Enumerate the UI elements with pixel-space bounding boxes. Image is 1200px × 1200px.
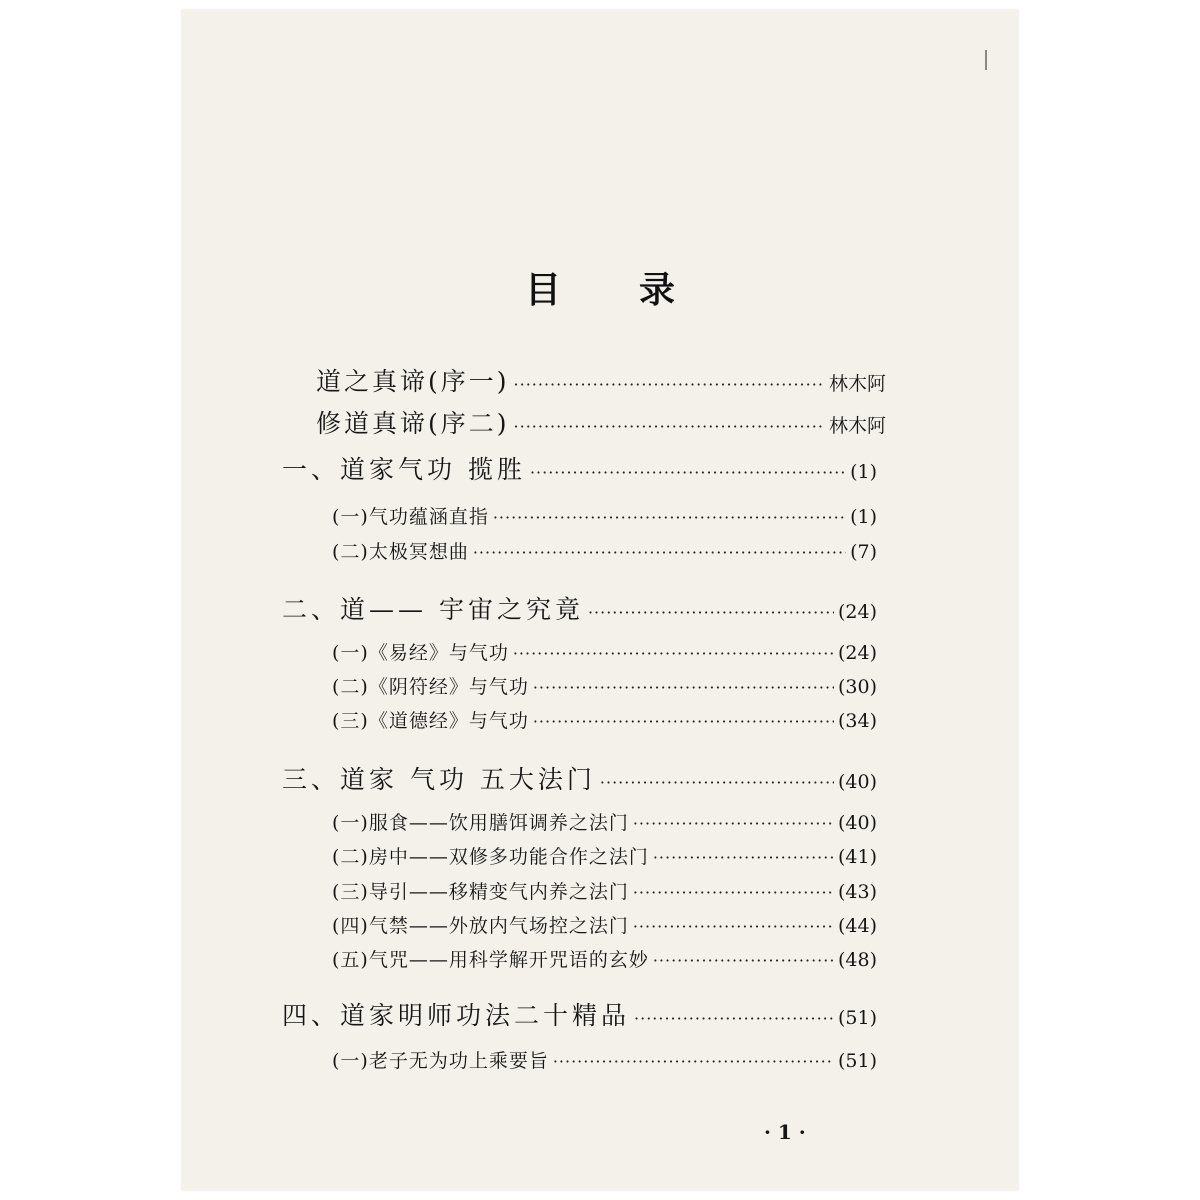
leader-dots (653, 848, 834, 867)
toc-entry-page: (40) (837, 771, 877, 793)
leader-dots (533, 678, 834, 697)
leader-dots (633, 883, 834, 902)
toc-entry-page: 林木阿 (828, 415, 886, 437)
toc-entry-label: (二)房中——双修多功能合作之法门 (332, 846, 649, 868)
toc-entry-section (332, 638, 877, 665)
toc-entry-section (332, 808, 877, 835)
leader-dots (653, 951, 834, 970)
toc-entry-section (332, 877, 877, 904)
toc-entry-chapter-3 (282, 760, 877, 796)
toc-entry-section (332, 945, 877, 972)
leader-dots (633, 917, 834, 936)
toc-entry-page: 林木阿 (828, 373, 886, 395)
toc-entry-page: (1) (850, 506, 877, 528)
toc-entry-preface-2 (316, 404, 886, 440)
toc-entry-page: (7) (850, 541, 877, 563)
toc-entry-label: (二)太极冥想曲 (332, 541, 469, 563)
leader-dots (553, 1052, 834, 1071)
toc-entry-page: (40) (837, 812, 877, 834)
toc-entry-label: (一)服食——饮用膳饵调养之法门 (332, 812, 629, 834)
toc-entry-page: (41) (837, 846, 877, 868)
toc-title (182, 262, 1018, 313)
toc-entry-section (332, 706, 877, 733)
toc-entry-section (332, 537, 877, 564)
toc-entry-section (332, 911, 877, 938)
toc-entry-chapter-1 (282, 450, 877, 486)
toc-entry-chapter-4 (282, 996, 877, 1032)
toc-entry-label: (一)老子无为功上乘要旨 (332, 1050, 549, 1072)
toc-entry-label: (四)气禁——外放内气场控之法门 (332, 915, 629, 937)
toc-entry-label: 道之真谛(序一) (316, 367, 510, 396)
toc-entry-page: (30) (837, 676, 877, 698)
margin-mark (985, 50, 987, 70)
leader-dots (634, 1009, 834, 1028)
leader-dots (530, 463, 846, 482)
toc-entry-label: 四、道家明师功法二十精品 (282, 1001, 631, 1030)
toc-entry-section (332, 672, 877, 699)
toc-title-char: 目 (524, 270, 561, 311)
leader-dots (600, 773, 834, 792)
toc-entry-section (332, 1046, 877, 1073)
toc-entry-page: (24) (837, 642, 877, 664)
toc-entry-label: 一、道家气功 揽胜 (282, 455, 526, 484)
toc-entry-label: 二、道—— 宇宙之究竟 (282, 595, 584, 624)
leader-dots (633, 814, 834, 833)
toc-entry-page: (48) (837, 949, 877, 971)
toc-entry-label: (三)《道德经》与气功 (332, 710, 529, 732)
leader-dots (493, 508, 846, 527)
leader-dots (473, 543, 846, 562)
document-page (182, 10, 1018, 1190)
toc-entry-label: (一)《易经》与气功 (332, 642, 509, 664)
toc-entry-page: (51) (837, 1007, 877, 1029)
toc-entry-label: (三)导引——移精变气内养之法门 (332, 881, 629, 903)
toc-entry-chapter-2 (282, 590, 877, 626)
leader-dots (533, 712, 834, 731)
toc-entry-preface-1 (316, 362, 886, 398)
leader-dots (514, 375, 825, 394)
page-number: · 1 · (764, 1120, 806, 1144)
toc-entry-label: (一)气功蕴涵直指 (332, 506, 489, 528)
toc-entry-page: (24) (837, 601, 877, 623)
leader-dots (513, 644, 834, 663)
toc-entry-label: 三、道家 气功 五大法门 (282, 765, 596, 794)
toc-title-char: 录 (639, 270, 676, 311)
toc-entry-label: (二)《阴符经》与气功 (332, 676, 529, 698)
leader-dots (588, 603, 834, 622)
toc-entry-page: (34) (837, 710, 877, 732)
toc-entry-section (332, 842, 877, 869)
toc-entry-label: 修道真谛(序二) (316, 409, 510, 438)
leader-dots (514, 417, 825, 436)
toc-entry-page: (44) (837, 915, 877, 937)
toc-entry-page: (1) (850, 461, 877, 483)
toc-entry-page: (43) (837, 881, 877, 903)
toc-entry-page: (51) (837, 1050, 877, 1072)
toc-entry-section (332, 502, 877, 529)
toc-entry-label: (五)气咒——用科学解开咒语的玄妙 (332, 949, 649, 971)
